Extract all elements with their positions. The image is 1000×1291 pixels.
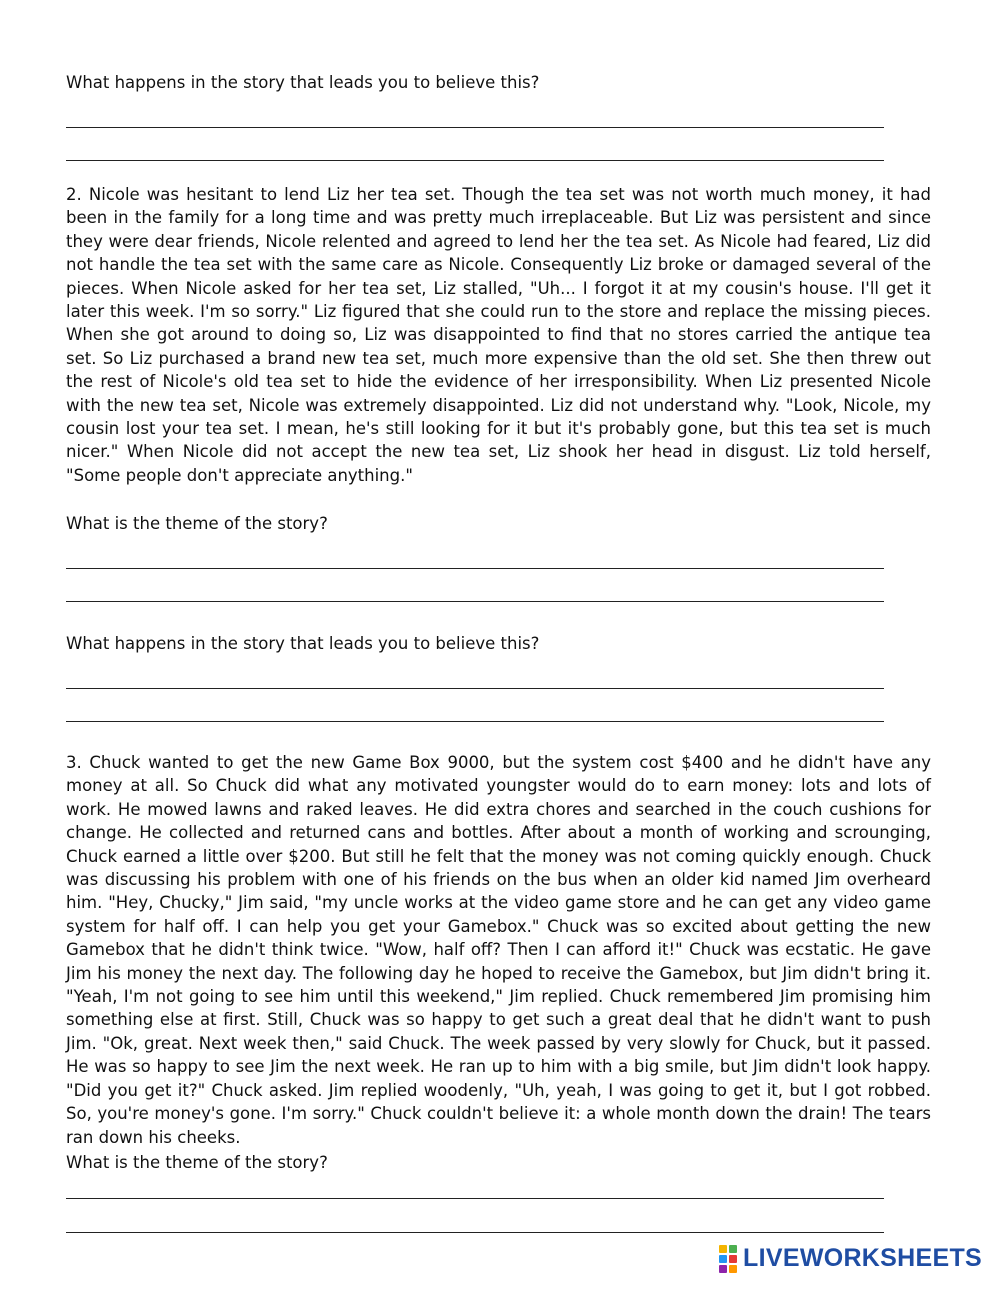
logo-square <box>719 1245 727 1253</box>
answer-line[interactable] <box>66 601 884 602</box>
answer-line[interactable] <box>66 568 884 569</box>
answer-line[interactable] <box>66 1232 884 1233</box>
logo-square <box>729 1245 737 1253</box>
logo-square <box>719 1265 727 1273</box>
liveworksheets-logo-icon <box>719 1245 737 1273</box>
question-evidence-top: What happens in the story that leads you to believe this? <box>66 73 540 92</box>
question-evidence-2: What happens in the story that leads you to believe this? <box>66 634 540 653</box>
answer-line[interactable] <box>66 688 884 689</box>
story-2-paragraph: 2. Nicole was hesitant to lend Liz her tea set. Though the tea set was not worth much money, it had been in the family for a long time and was pretty much irreplaceable. But Liz was persistent and since they were dear friends, Nicole relented and agreed to lend her the tea set. As Nicole had feared, Liz did not handle the tea set with the same care as Nicole. Consequently Liz broke or damaged several of the pieces. When Nicole asked for her tea set, Liz stalled, "Uh... I forgot it at my cousin's house. I'll get it later this week. I'm so sorry." Liz figured that she could run to the store and replace the missing pieces. When she got around to doing so, Liz was disappointed to find that no stores carried the antique tea set. So Liz purchased a brand new tea set, much more expensive than the old set. She then threw out the rest of Nicole's old tea set to hide the evidence of her irresponsibility. When Liz presented Nicole with the new tea set, Nicole was extremely disappointed. Liz did not understand why. "Look, Nicole, my cousin lost your tea set. I mean, he's still looking for it but it's probably gone, but this tea set is much nicer." When Nicole did not accept the new tea set, Liz shook her head in disgust. Liz told herself, "Some people don't appreciate anything." <box>66 185 931 485</box>
answer-line[interactable] <box>66 160 884 161</box>
logo-square <box>729 1255 737 1263</box>
logo-square <box>719 1255 727 1263</box>
question-theme-2: What is the theme of the story? <box>66 514 328 533</box>
liveworksheets-logo <box>719 1244 982 1273</box>
story-3-paragraph: 3. Chuck wanted to get the new Game Box 9000, but the system cost $400 and he didn't have any money at all. So Chuck did what any motivated youngster would do to earn money: lots and lots of work. He mowed lawns and raked leaves. He did extra chores and searched in the couch cushions for change. He collected and returned cans and bottles. After about a month of working and scrounging, Chuck earned a little over $200. But still he felt that the money was not coming quickly enough. Chuck was discussing his problem with one of his friends on the bus when an older kid named Jim overheard him. "Hey, Chucky," Jim said, "my uncle works at the video game store and he can get any video game system for half off. I can help you get your Gamebox." Chuck was so excited about getting the new Gamebox that he didn't think twice. "Wow, half off? Then I can afford it!" Chuck was ecstatic. He gave Jim his money the next day. The following day he hoped to receive the Gamebox, but Jim didn't bring it. "Yeah, I'm not going to see him until this weekend," Jim replied. Chuck remembered Jim promising him something else at first. Still, Chuck was so happy to get such a great deal that he didn't want to push Jim. "Ok, great. Next week then," said Chuck. The week passed by very slowly for Chuck, but it passed. He was so happy to see Jim the next week. He ran up to him with a big smile, but Jim didn't look happy. "Did you get it?" Chuck asked. Jim replied woodenly, "Uh, yeah, I was going to get it, but I got robbed. So, you're money's gone. I'm sorry." Chuck couldn't believe it: a whole month down the drain! The tears ran down his cheeks. <box>66 753 931 1147</box>
logo-text: LIVEWORKSHEETS <box>743 1244 982 1272</box>
answer-line[interactable] <box>66 721 884 722</box>
answer-line[interactable] <box>66 1198 884 1199</box>
question-theme-3: What is the theme of the story? <box>66 1153 328 1172</box>
answer-line[interactable] <box>66 127 884 128</box>
logo-square <box>729 1265 737 1273</box>
